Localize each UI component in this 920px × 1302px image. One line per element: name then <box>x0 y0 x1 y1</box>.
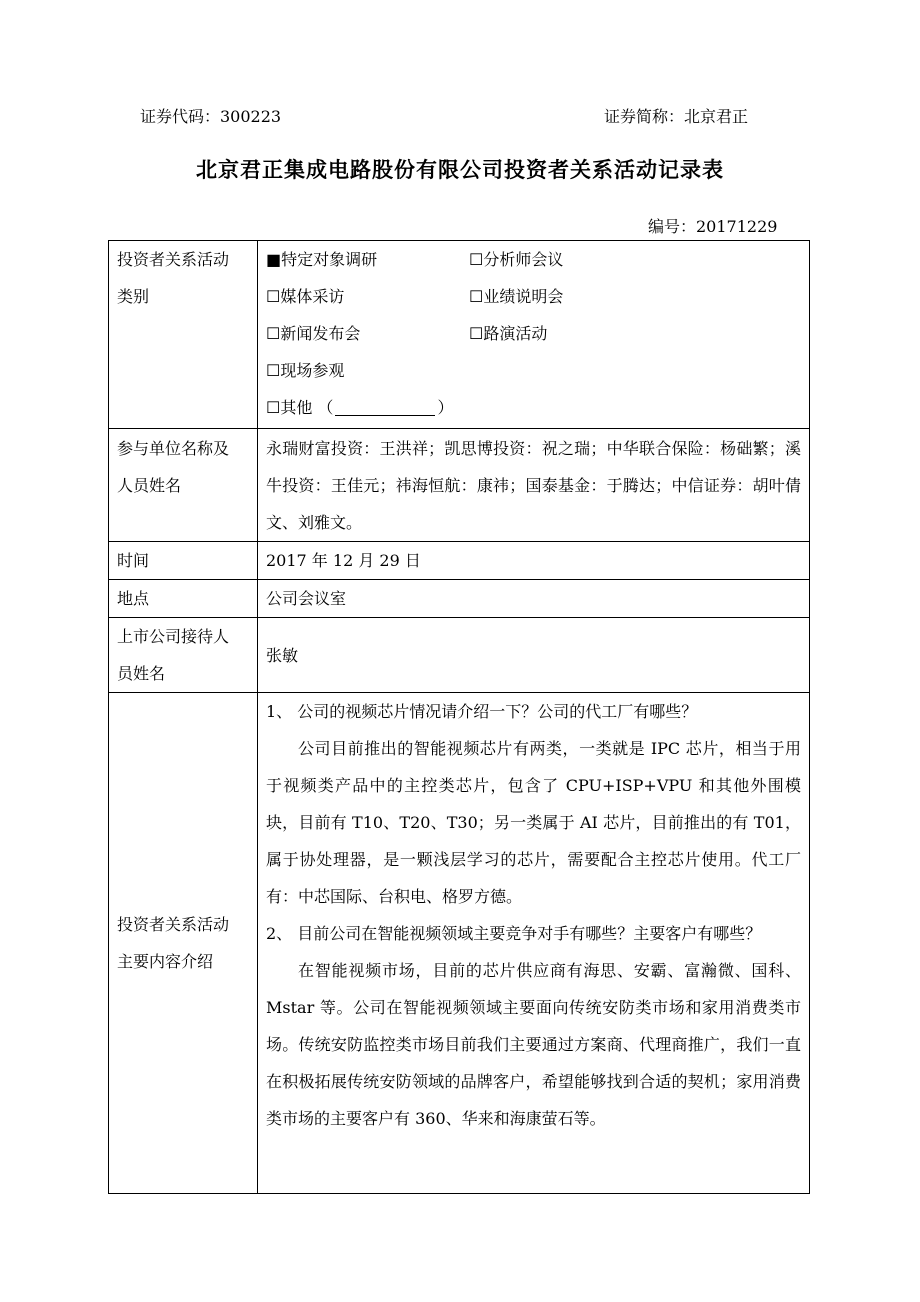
time-value: 2017 年 12 月 29 日 <box>258 542 810 580</box>
option-row-4 <box>266 352 801 389</box>
option-roadshow[interactable]: ☐路演活动 <box>469 324 548 343</box>
stock-code: 证券代码：300223 <box>140 107 282 126</box>
option-specific-research[interactable]: ■特定对象调研 <box>266 250 378 269</box>
option-site-visit[interactable]: ☐现场参观 <box>266 361 345 380</box>
option-row-1 <box>266 241 801 278</box>
stock-name: 证券简称：北京君正 <box>604 107 749 126</box>
location-value: 公司会议室 <box>258 580 810 618</box>
record-number: 编号：20171229 <box>648 217 778 236</box>
participants-value: 永瑞财富投资：王洪祥；凯思博投资：祝之瑞；中华联合保险：杨础繁；溪牛投资：王佳元；祎海恒航：康祎；国泰基金：于腾达；中信证券：胡叶倩文、刘雅文。 <box>258 429 810 542</box>
row-category <box>109 241 810 429</box>
participants-label-line2: 人员姓名 <box>117 476 182 495</box>
option-analyst-meeting[interactable]: ☐分析师会议 <box>469 250 564 269</box>
option-other[interactable]: ☐其他 （ <box>266 398 334 417</box>
reception-label <box>109 618 258 693</box>
answer-2: 在智能视频市场，目前的芯片供应商有海思、安霸、富瀚微、国科、Mstar 等。公司在智能视频领域主要面向传统安防类市场和家用消费类市场。传统安防监控类市场目前我们主要通过方案商、代理商推广，我们一直在积极拓展传统安防领域的品牌客户，希望能够找到合适的契机；家用消费类市场的主要客户有 360、华来和海康萤石等。 <box>266 961 801 1128</box>
row-time <box>109 542 810 580</box>
category-options <box>258 241 810 429</box>
content-label-line2: 主要内容介绍 <box>117 952 214 971</box>
category-label <box>109 241 258 429</box>
category-label-line2: 类别 <box>117 287 150 306</box>
participants-label-line1: 参与单位名称及 <box>117 439 230 458</box>
option-earnings-briefing[interactable]: ☐业绩说明会 <box>469 287 564 306</box>
time-label: 时间 <box>109 542 258 580</box>
participants-label <box>109 429 258 542</box>
reception-label-line2: 员姓名 <box>117 664 166 683</box>
location-label: 地点 <box>109 580 258 618</box>
content-value <box>258 693 810 1194</box>
record-table <box>108 240 810 1194</box>
category-label-line1: 投资者关系活动 <box>117 250 230 269</box>
row-participants <box>109 429 810 542</box>
row-reception <box>109 618 810 693</box>
option-media-interview[interactable]: ☐媒体采访 <box>266 287 345 306</box>
content-label <box>109 693 258 1194</box>
answer-1: 公司目前推出的智能视频芯片有两类，一类就是 IPC 芯片，相当于用于视频类产品中的主控类芯片，包含了 CPU+ISP+VPU 和其他外围模块，目前有 T10、T20、T30；另一类属于 AI 芯片，目前推出的有 T01，属于协处理器，是一颗浅层学习的芯片，需要配合主控芯片使用。代工厂有：中芯国际、台积电、格罗方德。 <box>266 739 801 906</box>
reception-value: 张敏 <box>258 618 810 693</box>
question-1: 1、 公司的视频芯片情况请介绍一下？公司的代工厂有哪些？ <box>266 702 698 721</box>
reception-label-line1: 上市公司接待人 <box>117 627 230 646</box>
option-row-2 <box>266 278 801 315</box>
option-row-5 <box>266 389 801 426</box>
option-row-3 <box>266 315 801 352</box>
row-content <box>109 693 810 1194</box>
row-location <box>109 580 810 618</box>
option-other-close: ） <box>437 398 454 417</box>
other-blank-field[interactable] <box>335 395 435 416</box>
page-title: 北京君正集成电路股份有限公司投资者关系活动记录表 <box>196 157 724 182</box>
option-press-conference[interactable]: ☐新闻发布会 <box>266 324 361 343</box>
question-2: 2、 目前公司在智能视频领域主要竞争对手有哪些？主要客户有哪些？ <box>266 924 762 943</box>
content-label-line1: 投资者关系活动 <box>117 915 230 934</box>
